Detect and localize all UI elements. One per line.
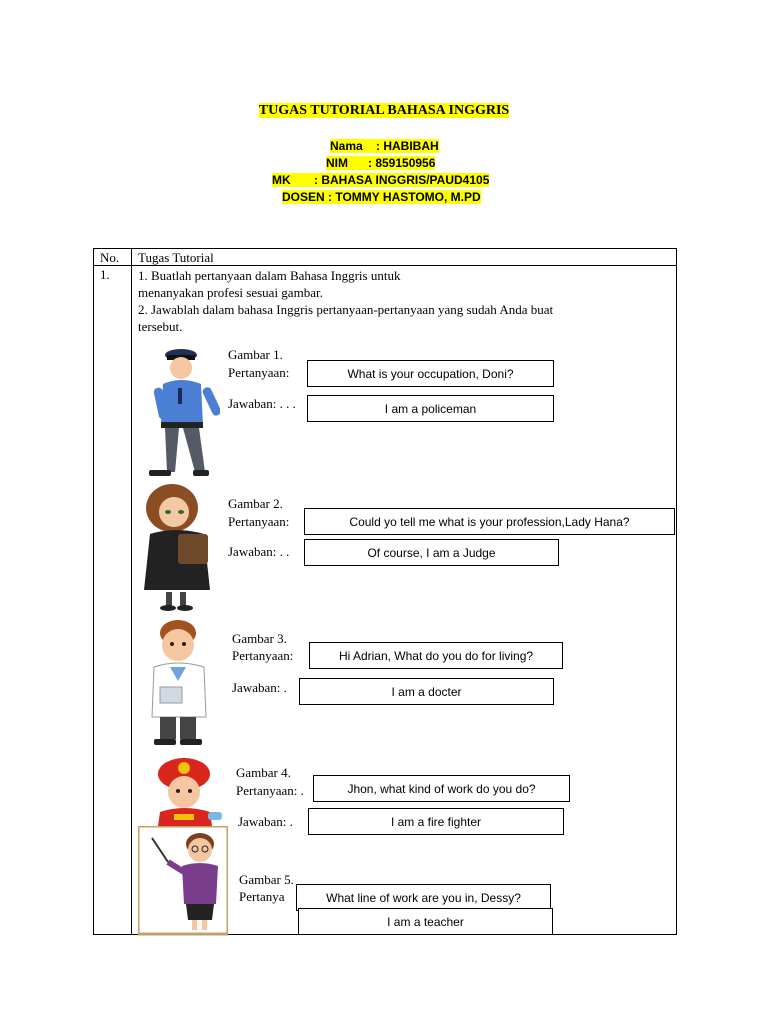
jawaban-label-1: Jawaban: . . . (228, 396, 296, 411)
judge-illustration (138, 482, 218, 614)
pertanyaan-label-3: Pertanyaan: (232, 648, 294, 663)
gambar-label-2: Gambar 2. (228, 496, 283, 511)
teacher-illustration (138, 826, 228, 936)
answer-box-5[interactable]: I am a teacher (298, 908, 553, 935)
table-divider (131, 248, 132, 935)
page-title: TUGAS TUTORIAL BAHASA INGGRIS (258, 103, 510, 118)
firefighter-illustration (152, 754, 224, 826)
row-number: 1. (100, 267, 110, 282)
gambar-label-5: Gambar 5. (239, 872, 294, 887)
pertanyaan-label-2: Pertanyaan: (228, 514, 290, 529)
question-box-5[interactable]: What line of work are you in, Dessy? (296, 884, 551, 911)
instructions: 1. Buatlah pertanyaan dalam Bahasa Inggris untuk menanyakan profesi sesuai gambar. 2. Jawablah dalam bahasa Inggris pertanyaan-pertanyaan yang sudah Anda buat tersebut. (138, 268, 554, 334)
answer-box-1[interactable]: I am a policeman (307, 395, 554, 422)
policeman-illustration (145, 348, 220, 480)
pertanyaan-label-5: Pertanya (239, 889, 285, 904)
jawaban-label-3: Jawaban: . (232, 680, 287, 695)
col-header-no: No. (100, 250, 120, 265)
gambar-label-1: Gambar 1. (228, 347, 283, 362)
jawaban-label-2: Jawaban: . . (228, 544, 290, 559)
col-header-task: Tugas Tutorial (138, 250, 214, 265)
jawaban-label-4: Jawaban: . (238, 814, 293, 829)
pertanyaan-label-1: Pertanyaan: (228, 365, 290, 380)
question-box-2[interactable]: Could yo tell me what is your profession,Lady Hana? (304, 508, 675, 535)
student-nim: NIM : 859150956 (326, 156, 436, 170)
answer-box-2[interactable]: Of course, I am a Judge (304, 539, 559, 566)
gambar-label-4: Gambar 4. (236, 765, 291, 780)
student-name: Nama : HABIBAH (330, 139, 439, 153)
lecturer-name: DOSEN : TOMMY HASTOMO, M.PD (282, 190, 481, 204)
answer-box-4[interactable]: I am a fire fighter (308, 808, 564, 835)
doctor-illustration (148, 617, 210, 747)
question-box-4[interactable]: Jhon, what kind of work do you do? (313, 775, 570, 802)
answer-box-3[interactable]: I am a docter (299, 678, 554, 705)
pertanyaan-label-4: Pertanyaan: . (236, 783, 304, 798)
gambar-label-3: Gambar 3. (232, 631, 287, 646)
question-box-3[interactable]: Hi Adrian, What do you do for living? (309, 642, 563, 669)
question-box-1[interactable]: What is your occupation, Doni? (307, 360, 554, 387)
course-code: MK : BAHASA INGGRIS/PAUD4105 (272, 173, 490, 187)
